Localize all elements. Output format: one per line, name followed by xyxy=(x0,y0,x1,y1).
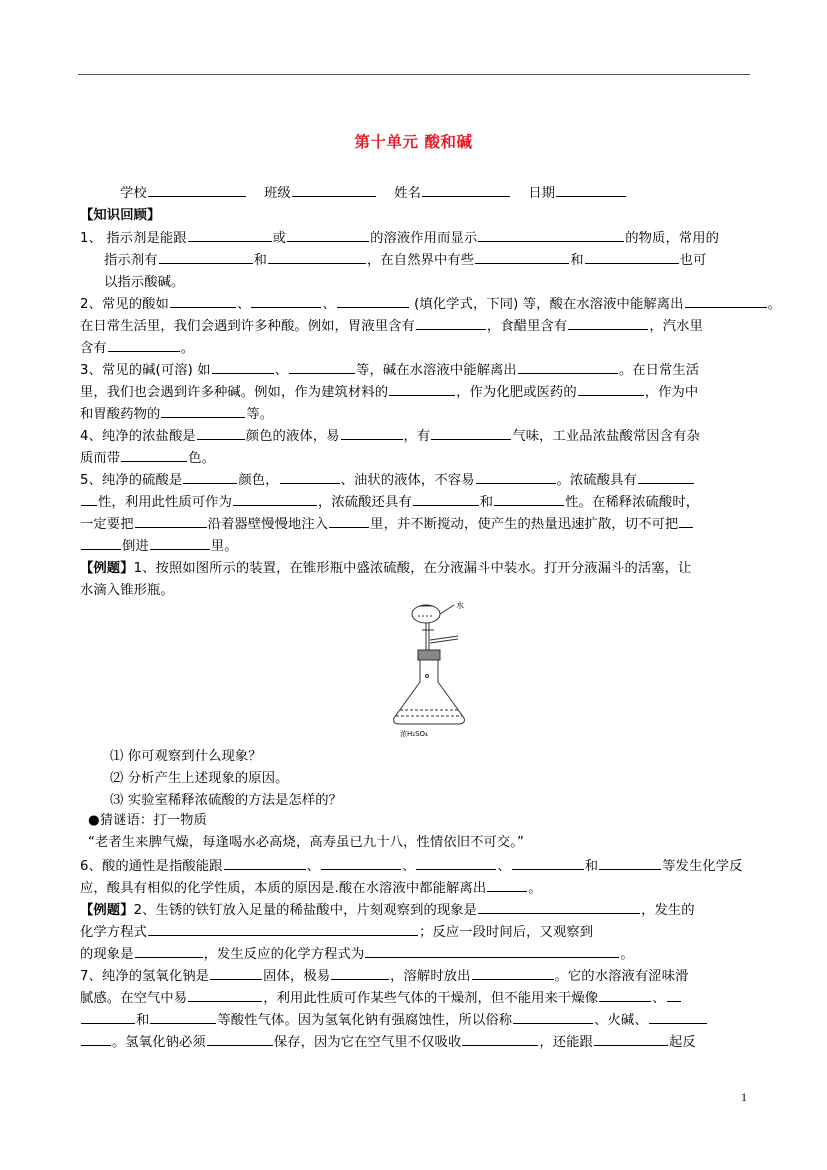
water-label: 水 xyxy=(456,601,464,610)
q7-line1: 7、纯净的氢氧化钠是 固体，极易 ，溶解时放出 。它的水溶液有涩味滑 xyxy=(80,969,689,984)
name-blank[interactable] xyxy=(422,184,510,197)
flask-label: 浓H₂SO₄ xyxy=(400,730,428,738)
q4-line1: 4、纯净的浓盐酸是 颜色的液体，易 ，有 气味，工业品浓盐酸常因含有杂 xyxy=(80,429,700,444)
example1-line2: 水滴入锥形瓶。 xyxy=(80,583,174,598)
sub-question-2: ⑵ 分析产生上述现象的原因。 xyxy=(110,771,289,786)
name-label: 姓名 xyxy=(394,186,422,201)
example1-line1: 【例题】1、按照如图所示的装置，在锥形瓶中盛浓硫酸，在分液漏斗中装水。打开分液漏斗的活塞，让 xyxy=(80,561,692,576)
q5-line3: 一定要把 沿着器壁慢慢地注入 里，并不断搅动，使产生的热量迅速扩散，切不可把 xyxy=(80,514,694,536)
page-title: 第十单元 酸和碱 xyxy=(354,133,473,151)
q7-line4: 。氢氧化钠必须 保存，因为它在空气里不仅吸收 ，还能跟 起反 xyxy=(80,1032,696,1054)
riddle-heading: ●猜谜语：打一物质 xyxy=(88,813,207,828)
q2-line2: 在日常生活里，我们会遇到许多种酸。例如，胃液里含有 ，食醋里含有 ，汽水里 xyxy=(80,319,703,334)
riddle-text: “老者生来脾气燥，每逢喝水必高烧，高寿虽已九十八，性情依旧不可交。” xyxy=(88,835,525,850)
section-review: 【知识回顾】 xyxy=(80,208,161,223)
class-blank[interactable] xyxy=(292,184,376,197)
date-label: 日期 xyxy=(528,186,556,201)
q5-line4: 倒进 里。 xyxy=(80,536,238,558)
example2-line2: 化学方程式 ；反应一段时间后，又观察到 xyxy=(80,925,594,940)
q5-line1: 5、纯净的硫酸是 颜色， 、油状的液体，不容易 。浓硫酸具有 xyxy=(80,470,695,492)
q4-line2: 质而带 色。 xyxy=(80,451,215,466)
header-rule xyxy=(78,74,750,75)
flask-apparatus-figure xyxy=(380,600,470,740)
sub-question-1: ⑴ 你可观察到什么现象？ xyxy=(110,749,262,764)
header-fields xyxy=(120,183,627,205)
q1-line2: 指示剂有 和 ，在自然界中有些 和 也可 xyxy=(104,253,707,268)
q7-line3: 和 等酸性气体。因为氢氧化钠有强腐蚀性，所以俗称 、火碱、 xyxy=(80,1010,708,1032)
date-blank[interactable] xyxy=(556,184,626,197)
example2-line3: 的现象是 ，发生反应的化学方程式为 。 xyxy=(80,947,634,962)
page-number: 1 xyxy=(741,1090,747,1104)
sub-question-3: ⑶ 实验室稀释浓硫酸的方法是怎样的？ xyxy=(110,793,343,808)
q1-line1: 1、 指示剂是能跟 或 的溶液作用而显示 的物质，常用的 xyxy=(80,231,720,246)
q5-line2: 性，利用此性质可作为 ，浓硫酸还具有 和 性。在稀释浓硫酸时， xyxy=(80,492,699,514)
q2-line1: 2、常见的酸如 、 、 (填化学式，下同) 等，酸在水溶液中能解离出 。 xyxy=(80,297,781,312)
q7-line2: 腻感。在空气中易 ，利用此性质可作某些气体的干燥剂，但不能用来干燥像 、 xyxy=(80,988,682,1010)
school-blank[interactable] xyxy=(148,184,246,197)
q6-line2: 应，酸具有相似的化学性质，本质的原因是.酸在水溶液中都能解离出 。 xyxy=(80,881,542,896)
example2-line1: 【例题】2、生锈的铁钉放入足量的稀盐酸中，片刻观察到的现象是 ，发生的 xyxy=(80,903,695,918)
q1-line3: 以指示酸碱。 xyxy=(104,275,185,290)
q3-line1: 3、常见的碱(可溶) 如 、 等，碱在水溶液中能解离出 。在日常生活 xyxy=(80,363,700,378)
q3-line2: 里，我们也会遇到许多种碱。例如，作为建筑材料的 ，作为化肥或医药的 ，作为中 xyxy=(80,385,699,400)
q6-line1: 6、酸的通性是指酸能跟 、 、 、 和 等发生化学反 xyxy=(80,859,743,874)
school-label: 学校 xyxy=(120,186,147,201)
q2-line3: 含有 。 xyxy=(80,341,195,356)
q3-line3: 和胃酸药物的 等。 xyxy=(80,407,274,422)
class-label: 班级 xyxy=(264,186,291,201)
